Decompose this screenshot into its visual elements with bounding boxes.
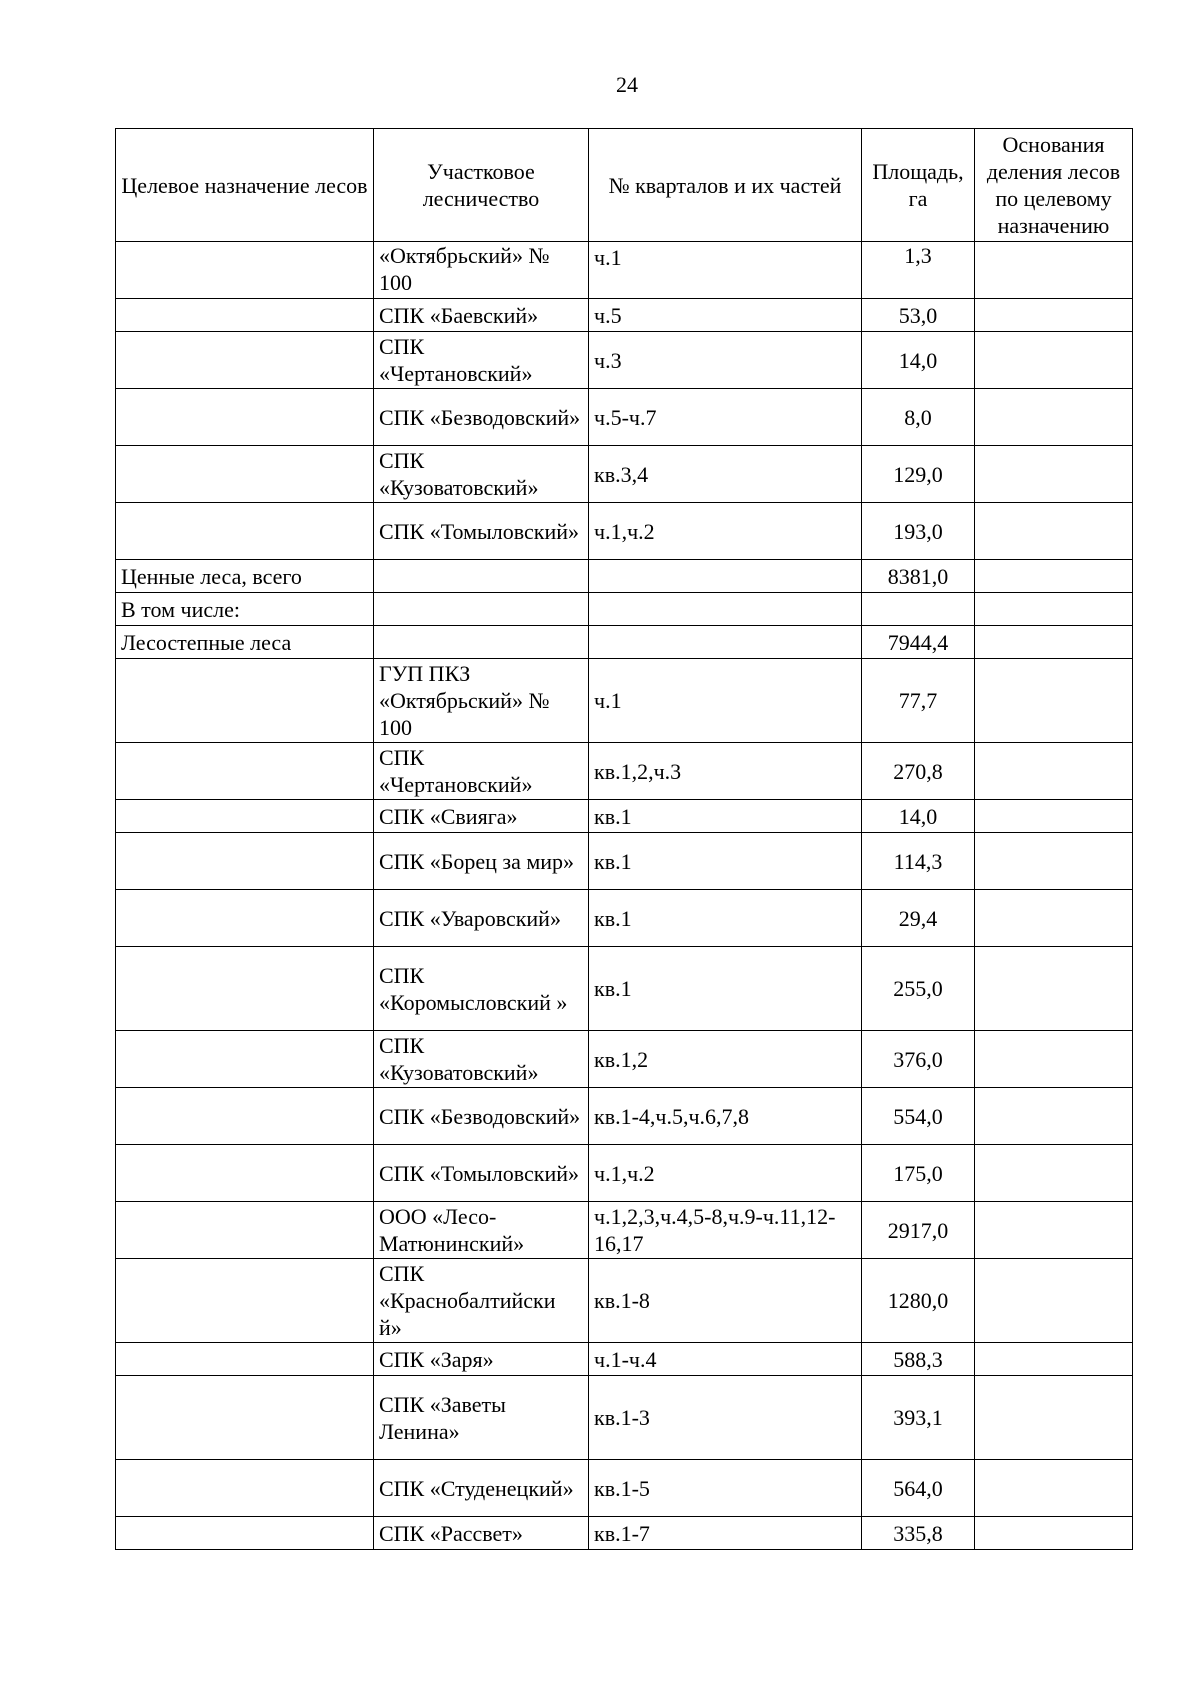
cell-forestry: [374, 593, 589, 626]
cell-basis: [975, 1460, 1133, 1517]
cell-purpose: [116, 299, 374, 332]
cell-area: 175,0: [862, 1145, 975, 1202]
cell-quarters: ч.1: [589, 242, 862, 299]
cell-forestry: ООО «Лесо-Матюнинский»: [374, 1202, 589, 1259]
cell-basis: [975, 332, 1133, 389]
cell-forestry: СПК «Коромысловский »: [374, 947, 589, 1031]
header-purpose: Целевое назначение лесов: [116, 129, 374, 242]
cell-basis: [975, 1343, 1133, 1376]
cell-basis: [975, 389, 1133, 446]
cell-forestry: СПК «Чертановский»: [374, 332, 589, 389]
cell-purpose: [116, 332, 374, 389]
cell-area: 193,0: [862, 503, 975, 560]
cell-basis: [975, 1517, 1133, 1550]
cell-quarters: кв.1: [589, 947, 862, 1031]
table-row: [116, 1517, 1133, 1550]
cell-quarters: ч.1: [589, 659, 862, 743]
table-row: [116, 560, 1133, 593]
cell-forestry: СПК «Безводовский»: [374, 1088, 589, 1145]
table-row: [116, 743, 1133, 800]
table-row: [116, 659, 1133, 743]
table-row: [116, 242, 1133, 299]
cell-forestry: ГУП ПКЗ «Октябрьский» № 100: [374, 659, 589, 743]
table-header-row: [116, 129, 1133, 242]
cell-quarters: кв.1-3: [589, 1376, 862, 1460]
cell-area: 1280,0: [862, 1259, 975, 1343]
cell-forestry: СПК «Заря»: [374, 1343, 589, 1376]
cell-area: 7944,4: [862, 626, 975, 659]
cell-purpose: [116, 1202, 374, 1259]
cell-basis: [975, 890, 1133, 947]
cell-quarters: ч.1-ч.4: [589, 1343, 862, 1376]
cell-quarters: кв.1-4,ч.5,ч.6,7,8: [589, 1088, 862, 1145]
cell-area: 255,0: [862, 947, 975, 1031]
cell-purpose: В том числе:: [116, 593, 374, 626]
cell-area: 588,3: [862, 1343, 975, 1376]
cell-forestry: СПК «Борец за мир»: [374, 833, 589, 890]
cell-quarters: кв.1-5: [589, 1460, 862, 1517]
forest-purpose-table: [115, 128, 1133, 1550]
cell-quarters: кв.3,4: [589, 446, 862, 503]
cell-basis: [975, 446, 1133, 503]
cell-purpose: [116, 833, 374, 890]
cell-basis: [975, 1202, 1133, 1259]
cell-basis: [975, 800, 1133, 833]
cell-basis: [975, 242, 1133, 299]
table-row: [116, 389, 1133, 446]
table-row: [116, 947, 1133, 1031]
cell-area: 114,3: [862, 833, 975, 890]
cell-forestry: [374, 626, 589, 659]
cell-forestry: СПК «Кузоватовский»: [374, 1031, 589, 1088]
cell-purpose: [116, 659, 374, 743]
table-row: [116, 446, 1133, 503]
cell-area: 564,0: [862, 1460, 975, 1517]
cell-basis: [975, 503, 1133, 560]
cell-purpose: Лесостепные леса: [116, 626, 374, 659]
cell-forestry: СПК «Заветы Ленина»: [374, 1376, 589, 1460]
cell-purpose: [116, 800, 374, 833]
table-row: [116, 1259, 1133, 1343]
cell-area: 393,1: [862, 1376, 975, 1460]
table-row: [116, 1460, 1133, 1517]
cell-quarters: кв.1: [589, 800, 862, 833]
table-row: [116, 833, 1133, 890]
cell-basis: [975, 560, 1133, 593]
cell-forestry: СПК «Баевский»: [374, 299, 589, 332]
table-row: [116, 1376, 1133, 1460]
cell-purpose: [116, 1517, 374, 1550]
cell-forestry: СПК «Краснобалтийски й»: [374, 1259, 589, 1343]
cell-purpose: [116, 1343, 374, 1376]
cell-quarters: ч.5: [589, 299, 862, 332]
cell-basis: [975, 833, 1133, 890]
cell-area: 376,0: [862, 1031, 975, 1088]
cell-purpose: [116, 1376, 374, 1460]
cell-area: 1,3: [862, 242, 975, 299]
cell-area: 270,8: [862, 743, 975, 800]
cell-quarters: кв.1-7: [589, 1517, 862, 1550]
cell-purpose: [116, 1259, 374, 1343]
table-row: [116, 299, 1133, 332]
cell-forestry: СПК «Томыловский»: [374, 1145, 589, 1202]
cell-purpose: [116, 446, 374, 503]
cell-quarters: кв.1: [589, 890, 862, 947]
cell-forestry: СПК «Чертановский»: [374, 743, 589, 800]
cell-purpose: [116, 1460, 374, 1517]
cell-basis: [975, 1088, 1133, 1145]
cell-quarters: кв.1,2,ч.3: [589, 743, 862, 800]
cell-quarters: [589, 560, 862, 593]
table-row: [116, 593, 1133, 626]
cell-quarters: кв.1-8: [589, 1259, 862, 1343]
table-row: [116, 1343, 1133, 1376]
cell-basis: [975, 299, 1133, 332]
header-forestry: Участковое лесничество: [374, 129, 589, 242]
header-quarters: № кварталов и их частей: [589, 129, 862, 242]
cell-quarters: ч.1,ч.2: [589, 1145, 862, 1202]
cell-area: 14,0: [862, 800, 975, 833]
cell-basis: [975, 947, 1133, 1031]
cell-quarters: ч.3: [589, 332, 862, 389]
table-row: [116, 800, 1133, 833]
page-number: 24: [616, 72, 638, 97]
cell-quarters: ч.5-ч.7: [589, 389, 862, 446]
cell-basis: [975, 659, 1133, 743]
cell-quarters: кв.1,2: [589, 1031, 862, 1088]
table-row: [116, 503, 1133, 560]
cell-forestry: СПК «Томыловский»: [374, 503, 589, 560]
header-basis: Основания деления лесов по целевому назначению: [975, 129, 1133, 242]
cell-purpose: [116, 242, 374, 299]
cell-quarters: [589, 626, 862, 659]
cell-quarters: ч.1,2,3,ч.4,5-8,ч.9-ч.11,12-16,17: [589, 1202, 862, 1259]
cell-forestry: [374, 560, 589, 593]
table-row: [116, 890, 1133, 947]
cell-basis: [975, 593, 1133, 626]
cell-basis: [975, 1145, 1133, 1202]
cell-basis: [975, 743, 1133, 800]
cell-area: 8381,0: [862, 560, 975, 593]
cell-purpose: [116, 1145, 374, 1202]
cell-area: 129,0: [862, 446, 975, 503]
cell-area: 2917,0: [862, 1202, 975, 1259]
cell-quarters: кв.1: [589, 833, 862, 890]
cell-area: 77,7: [862, 659, 975, 743]
cell-purpose: [116, 947, 374, 1031]
cell-purpose: [116, 1031, 374, 1088]
cell-basis: [975, 1376, 1133, 1460]
cell-area: 29,4: [862, 890, 975, 947]
cell-purpose: Ценные леса, всего: [116, 560, 374, 593]
cell-forestry: СПК «Свияга»: [374, 800, 589, 833]
header-area: Площадь, га: [862, 129, 975, 242]
cell-purpose: [116, 890, 374, 947]
cell-area: 335,8: [862, 1517, 975, 1550]
cell-forestry: СПК «Студенецкий»: [374, 1460, 589, 1517]
cell-area: 53,0: [862, 299, 975, 332]
cell-forestry: «Октябрьский» № 100: [374, 242, 589, 299]
cell-basis: [975, 626, 1133, 659]
cell-forestry: СПК «Кузоватовский»: [374, 446, 589, 503]
cell-basis: [975, 1259, 1133, 1343]
table-row: [116, 1145, 1133, 1202]
cell-quarters: ч.1,ч.2: [589, 503, 862, 560]
table-row: [116, 626, 1133, 659]
cell-purpose: [116, 503, 374, 560]
cell-forestry: СПК «Рассвет»: [374, 1517, 589, 1550]
cell-purpose: [116, 743, 374, 800]
cell-area: 8,0: [862, 389, 975, 446]
table-row: [116, 332, 1133, 389]
cell-forestry: СПК «Безводовский»: [374, 389, 589, 446]
cell-basis: [975, 1031, 1133, 1088]
cell-purpose: [116, 389, 374, 446]
cell-area: [862, 593, 975, 626]
table-row: [116, 1088, 1133, 1145]
table-row: [116, 1202, 1133, 1259]
table-row: [116, 1031, 1133, 1088]
cell-area: 554,0: [862, 1088, 975, 1145]
cell-forestry: СПК «Уваровский»: [374, 890, 589, 947]
cell-quarters: [589, 593, 862, 626]
cell-area: 14,0: [862, 332, 975, 389]
cell-purpose: [116, 1088, 374, 1145]
